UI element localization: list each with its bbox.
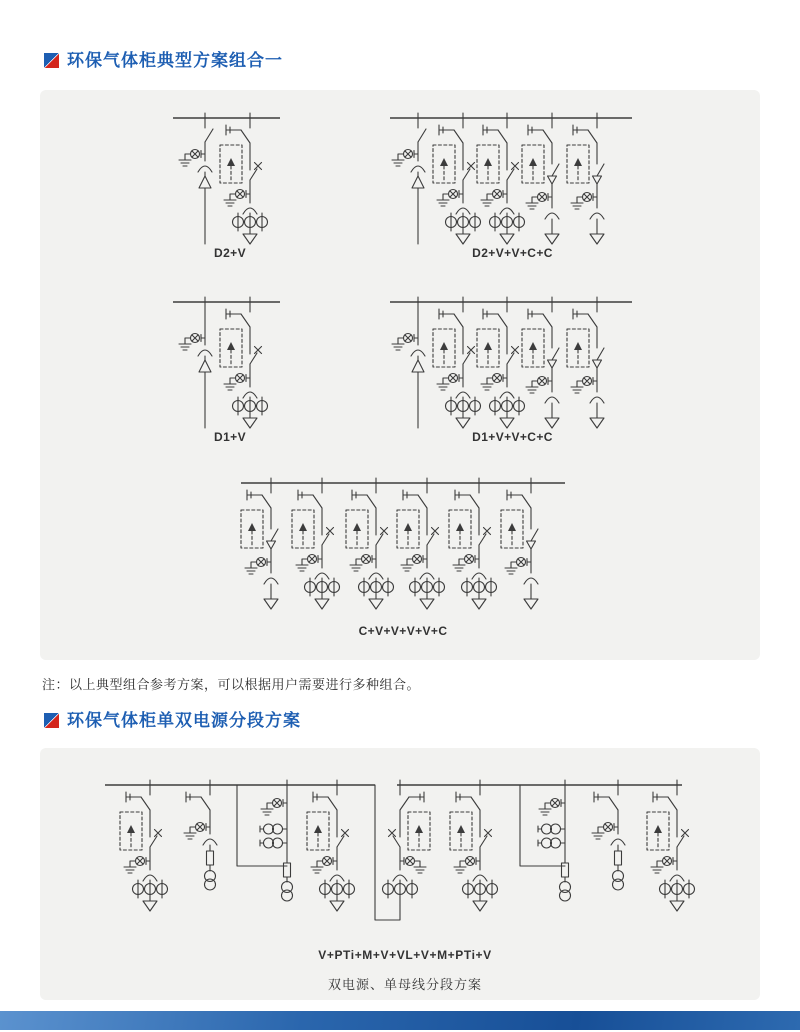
- schematic-bus-section: [60, 770, 750, 965]
- section-marker-icon: [44, 53, 59, 68]
- branch-c: [501, 478, 538, 609]
- label-bus-section: V+PTi+M+V+VL+V+M+PTi+V: [318, 948, 492, 962]
- branch-c: [567, 297, 604, 428]
- branch-v: [433, 113, 481, 244]
- branch-d2: [179, 113, 213, 244]
- branch-c: [241, 478, 278, 609]
- branch-v: [220, 297, 268, 428]
- schematic-d2vvcc: [385, 110, 640, 255]
- schematic-cvvvvc: [233, 475, 573, 620]
- branch-v: [292, 478, 340, 609]
- schematic-d2v: [165, 110, 295, 255]
- schematic-d1vvcc: [385, 294, 640, 439]
- section2-title: 环保气体柜单双电源分段方案: [67, 711, 301, 730]
- branch-c: [522, 297, 559, 428]
- schematic-d1v: [165, 294, 295, 439]
- branch-v: [346, 478, 394, 609]
- label-d2v: D2+V: [214, 246, 246, 260]
- branch-v: [433, 297, 481, 428]
- branch-c: [567, 113, 604, 244]
- branch-v: [477, 113, 525, 244]
- label-d2vvcc: D2+V+V+C+C: [472, 246, 553, 260]
- branch-vl: [383, 780, 431, 905]
- branch-d1: [179, 297, 212, 428]
- section1-title-row: [44, 52, 283, 69]
- branch-pti: [592, 780, 625, 890]
- branch-pti: [184, 780, 217, 890]
- section2-title-row: [44, 712, 301, 729]
- label-d1vvcc: D1+V+V+C+C: [472, 430, 553, 444]
- branch-d2: [392, 113, 426, 244]
- section-marker-icon: [44, 713, 59, 728]
- branch-v: [477, 297, 525, 428]
- label-cvvvvc: C+V+V+V+V+C: [358, 624, 448, 638]
- branch-c: [522, 113, 559, 244]
- branch-v: [450, 780, 498, 911]
- footer-accent-bar: [0, 1011, 800, 1030]
- branch-v: [307, 780, 355, 911]
- branch-m: [538, 780, 571, 901]
- branch-v: [397, 478, 445, 609]
- branch-v: [449, 478, 497, 609]
- scheme-note: 注：以上典型组合参考方案，可以根据用户需要进行多种组合。: [42, 677, 421, 692]
- section1-title: 环保气体柜典型方案组合一: [67, 51, 283, 70]
- branch-v: [647, 780, 695, 911]
- branch-d1: [392, 297, 425, 428]
- branch-v: [220, 113, 268, 244]
- branch-v: [120, 780, 168, 911]
- label-d1v: D1+V: [214, 430, 246, 444]
- sublabel-bus-section: 双电源、单母线分段方案: [327, 977, 482, 992]
- branch-m: [260, 780, 293, 901]
